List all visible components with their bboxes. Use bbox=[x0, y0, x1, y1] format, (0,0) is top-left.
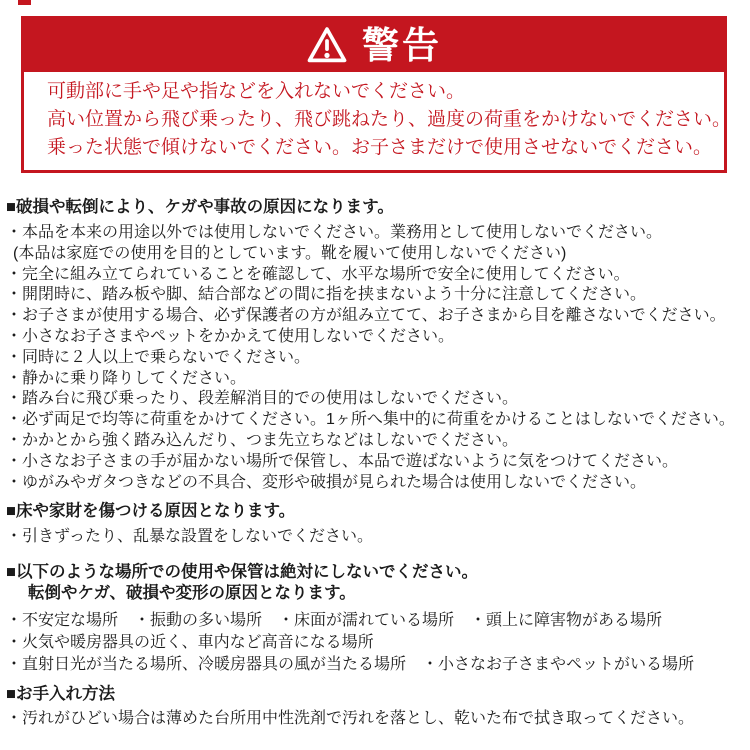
precaution-item: ・本品を本来の用途以外では使用しないでください。業務用として使用しないでください。 bbox=[6, 224, 663, 241]
section-care-instructions bbox=[6, 684, 750, 730]
section-subheading: 転倒やケガ、破損や変形の原因となります。 bbox=[28, 584, 356, 603]
section-heading: ■破損や転倒により、ケガや事故の原因になります。 bbox=[6, 198, 394, 216]
warning-header bbox=[24, 19, 724, 72]
warning-summary-line: 可動部に手や足や指などを入れないでください。 bbox=[47, 81, 466, 102]
precaution-item: ・静かに乗り降りしてください。 bbox=[6, 369, 247, 387]
warning-summary bbox=[24, 72, 732, 170]
precaution-item: ・汚れがひどい場合は薄めた台所用中性洗剤で汚れを落とし、乾いた布で拭き取ってください。 bbox=[6, 710, 695, 728]
precaution-item: ・小さなお子さまの手が届かない場所で保管し、本品で遊ばないように気をつけてください。 bbox=[6, 452, 679, 470]
precaution-item: ・お子さまが使用する場合、必ず保護者の方が組み立てて、お子さまから目を離さないでください。 bbox=[6, 307, 726, 325]
section-floor-damage bbox=[6, 501, 750, 548]
precaution-item: ・小さなお子さまやペットをかかえて使用しないでください。 bbox=[6, 327, 455, 345]
warning-box bbox=[21, 16, 732, 173]
warning-summary-line: 乗った状態で傾けないでください。お子さまだけで使用させないでください。 bbox=[47, 137, 713, 158]
section-damage-injury bbox=[6, 197, 750, 493]
section-heading: ■以下のような場所での使用や保管は絶対にしないでください。 bbox=[6, 563, 478, 582]
precaution-item: ・同時に２人以上で乗らないでください。 bbox=[6, 348, 311, 366]
section-heading: ■床や家財を傷つける原因となります。 bbox=[6, 502, 296, 521]
section-heading: ■お手入れ方法 bbox=[6, 685, 115, 704]
precaution-item: ・引きずったり、乱暴な設置をしないでください。 bbox=[6, 528, 374, 546]
precautions-content bbox=[6, 197, 750, 730]
warning-triangle-icon bbox=[306, 26, 348, 66]
precaution-item: ・開閉時に、踏み板や脚、結合部などの間に指を挟まないよう十分に注意してください。 bbox=[6, 286, 647, 304]
warning-summary-line: 高い位置から飛び乗ったり、飛び跳ねたり、過度の荷重をかけないでください。 bbox=[47, 109, 732, 130]
precaution-item: ・踏み台に飛び乗ったり、段差解消目的での使用はしないでください。 bbox=[6, 390, 519, 408]
precaution-item-note: (本品は家庭での使用を目的としています。靴を履いて使用しないでください) bbox=[13, 244, 567, 262]
crop-artifact bbox=[18, 0, 31, 5]
precaution-item: ・火気や暖房器具の近く、車内など高音になる場所 bbox=[6, 633, 374, 651]
precaution-item: ・直射日光が当たる場所、冷暖房器具の風が当たる場所 ・小さなお子さまやペットがいる場所 bbox=[6, 655, 695, 673]
precaution-item: ・必ず両足で均等に荷重をかけてください。1ヶ所へ集中的に荷重をかけることはしないでください。 bbox=[6, 411, 735, 429]
precaution-item: ・完全に組み立てられていることを確認して、水平な場所で安全に使用してください。 bbox=[6, 265, 630, 283]
warning-title: 警告 bbox=[362, 25, 442, 66]
section-prohibited-places bbox=[6, 562, 750, 675]
precaution-item: ・不安定な場所 ・振動の多い場所 ・床面が濡れている場所 ・頭上に障害物がある場所 bbox=[6, 612, 663, 630]
precaution-item: ・ゆがみやガタつきなどの不具合、変形や破損が見られた場合は使用しないでください。 bbox=[6, 473, 647, 491]
precaution-item: ・かかとから強く踏み込んだり、つま先立ちなどはしないでください。 bbox=[6, 431, 519, 449]
